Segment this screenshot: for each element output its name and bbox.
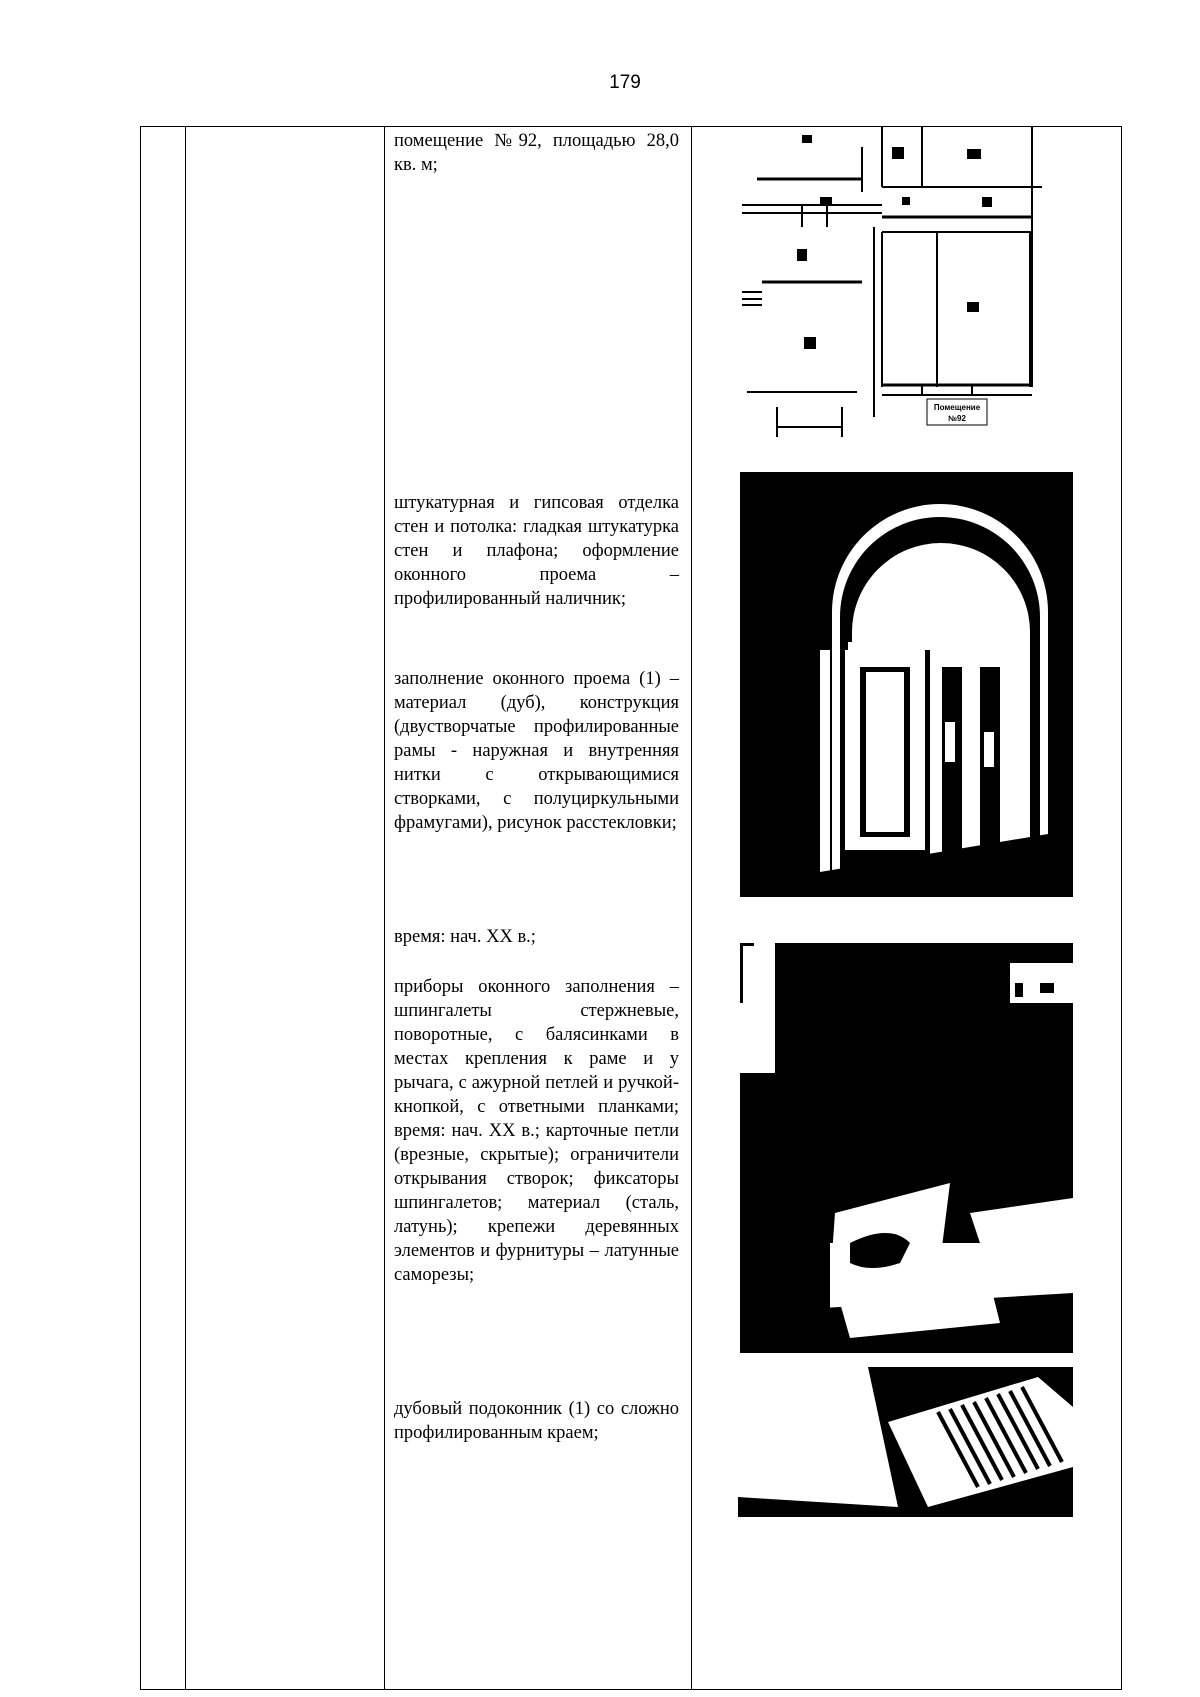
plan-room-label: Помещение <box>933 403 981 412</box>
name-column <box>186 127 385 1690</box>
number-column <box>141 127 186 1690</box>
window-filling-text: заполнение оконного проема (1) – материал (дуб), конструкция (двустворчатые профилированные рамы - наружная и внутренняя нитки с открывающимися створками, с полуциркульными фрамугами), рисунок расстекловки; <box>394 669 679 833</box>
room-area-text: помещение №92, площадью 28,0 кв. м; <box>394 131 679 175</box>
plan-room-number-label: №92 <box>948 414 966 423</box>
page-number: 179 <box>609 72 641 93</box>
floor-plan-image <box>732 127 1042 447</box>
description-column <box>385 127 692 1690</box>
windowsill-text: дубовый подоконник (1) со сложно профилированным краем; <box>394 1399 679 1443</box>
image-column <box>692 127 1122 1690</box>
plaster-finish-text: штукатурная и гипсовая отделка стен и потолка: гладкая штукатурка стен и плафона; оформление оконного проема – профилированный наличник; <box>394 493 679 609</box>
windowsill-photo <box>738 1367 1073 1517</box>
description-table <box>140 126 1122 1690</box>
window-date-text: время: нач. XX в.; <box>394 927 536 947</box>
arched-window-photo <box>740 472 1073 897</box>
espagnolette-photo <box>740 943 1073 1353</box>
window-hardware-text: приборы оконного заполнения – шпингалеты стержневые, поворотные, с балясинками в местах крепления к раме и у рычага, с ажурной петлей и ручкой-кнопкой, с ответными планками; время: нач. XX в.; карточные петли (врезные, скрытые); ограничители открывания створок; фиксаторы шпингалетов; материал (сталь, латунь); крепежи деревянных элементов и фурнитуры – латунные саморезы; <box>394 977 679 1285</box>
